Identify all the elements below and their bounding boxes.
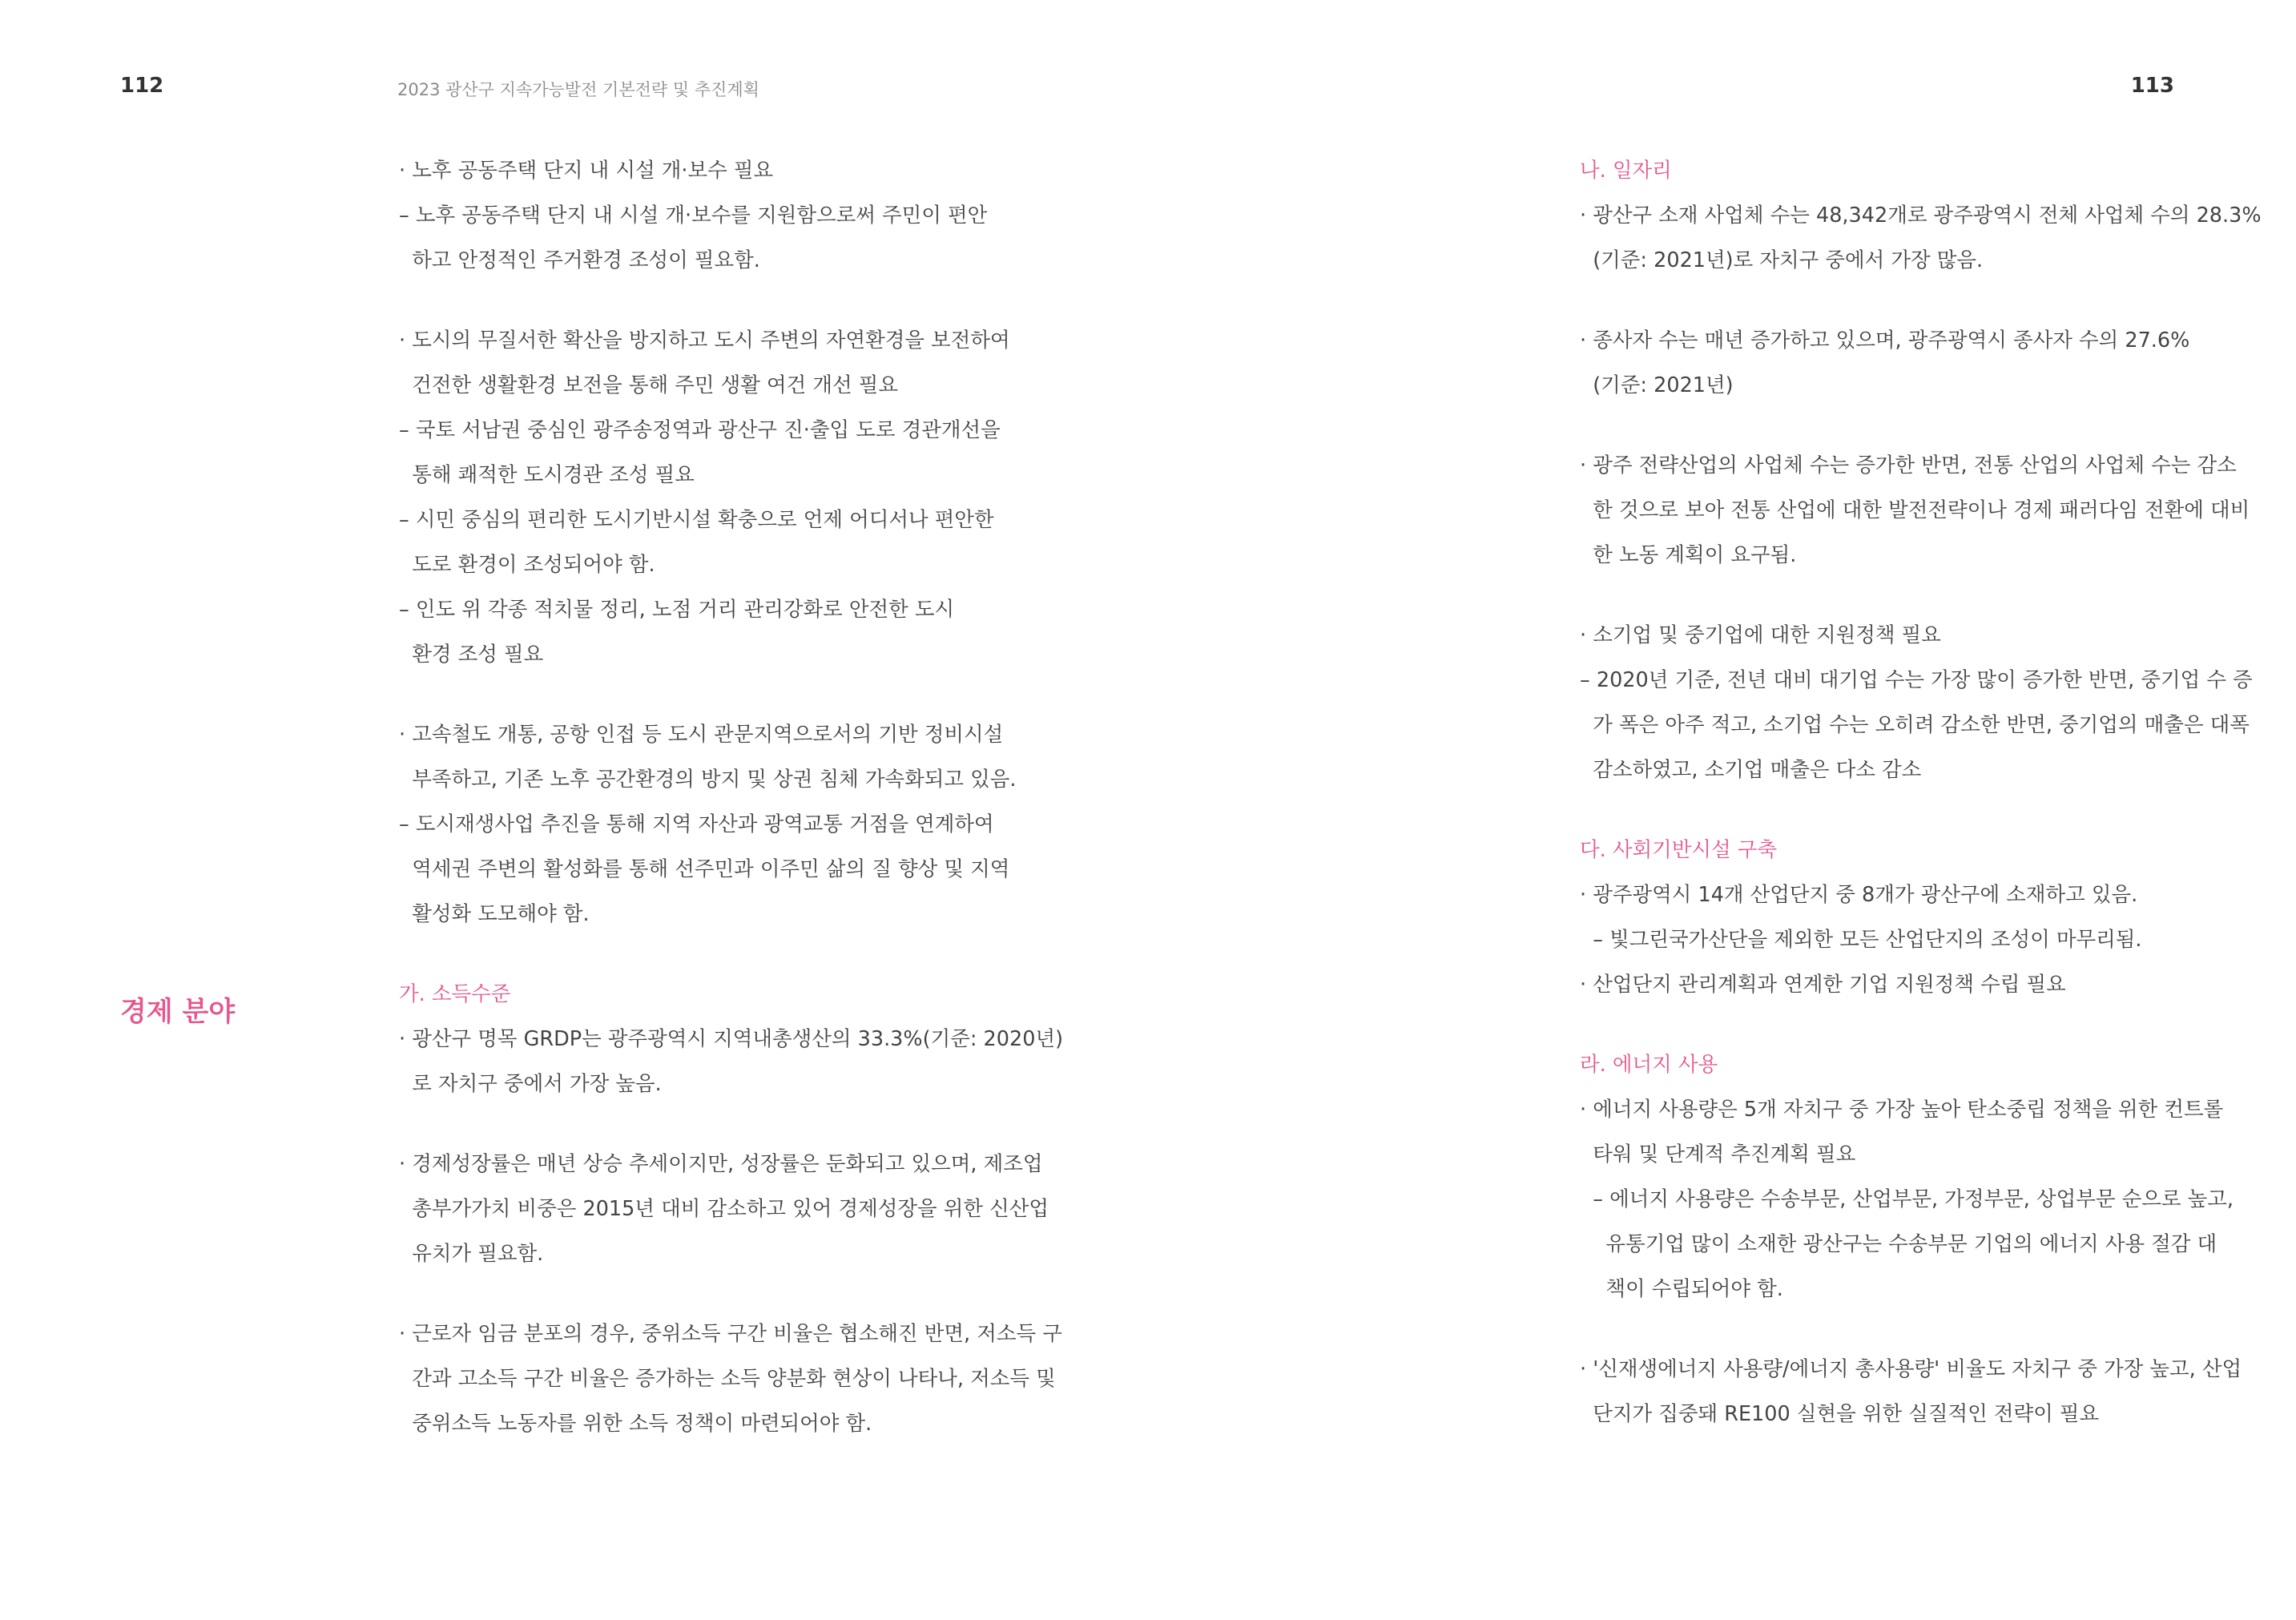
paragraph	[1580, 318, 2205, 408]
paragraph	[1580, 1347, 2242, 1437]
subsection-heading	[1580, 148, 2205, 193]
text-line: 타워 및 단계적 추진계획 필요	[1580, 1142, 1856, 1167]
text-line: – 시민 중심의 편리한 도시기반시설 확충으로 언제 어디서나 편안한	[399, 508, 994, 532]
text-line: 감소하였고, 소기업 매출은 다소 감소	[1580, 758, 1922, 782]
subsection-heading-text: 가. 소득수준	[399, 982, 511, 1006]
block-gap	[1580, 408, 2205, 443]
paragraph	[1580, 872, 2205, 1007]
text-line: 한 것으로 보아 전통 산업에 대한 발전전략이나 경제 패러다임 전환에 대비	[1580, 498, 2250, 522]
text-line: – 도시재생사업 추진을 통해 지역 자산과 광역교통 거점을 연계하여	[399, 812, 994, 836]
text-line: 도로 환경이 조성되어야 함.	[399, 553, 655, 577]
text-line: 하고 안정적인 주거환경 조성이 필요함.	[399, 248, 760, 272]
text-line: 간과 고소득 구간 비율은 증가하는 소득 양분화 현상이 나타나, 저소득 및	[399, 1367, 1056, 1391]
subsection-heading-text: 나. 일자리	[1580, 159, 1672, 183]
text-line: 로 자치구 중에서 가장 높음.	[399, 1072, 662, 1096]
text-line: – 에너지 사용량은 수송부문, 산업부문, 가정부문, 상업부문 순으로 높고,	[1580, 1187, 2234, 1211]
paragraph	[399, 1017, 1064, 1106]
block-gap	[1580, 578, 2205, 613]
text-line: · 광산구 소재 사업체 수는 48,342개로 광주광역시 전체 사업체 수의 28.3%	[1580, 204, 2262, 228]
paragraph	[1580, 193, 2262, 283]
section-label-economy: 경제 분야	[120, 996, 236, 1028]
text-line: · 종사자 수는 매년 증가하고 있으며, 광주광역시 종사자 수의 27.6%	[1580, 328, 2190, 353]
paragraph	[399, 318, 1032, 677]
text-line: · 광주광역시 14개 산업단지 중 8개가 광산구에 소재하고 있음.	[1580, 883, 2138, 907]
text-line: 중위소득 노동자를 위한 소득 정책이 마련되어야 함.	[399, 1412, 872, 1436]
block-gap	[399, 677, 1032, 712]
text-line: 역세권 주변의 활성화를 통해 선주민과 이주민 삶의 질 향상 및 지역	[399, 857, 1010, 881]
text-line: 가 폭은 아주 적고, 소기업 수는 오히려 감소한 반면, 중기업의 매출은 대폭	[1580, 713, 2250, 737]
text-line: – 빛그린국가산단을 제외한 모든 산업단지의 조성이 마무리됨.	[1580, 928, 2142, 952]
text-line: · 광주 전략산업의 사업체 수는 증가한 반면, 전통 산업의 사업체 수는 감소	[1580, 453, 2237, 478]
left-column	[399, 148, 1064, 1446]
paragraph	[1580, 443, 2250, 578]
text-line: (기준: 2021년)로 자치구 중에서 가장 많음.	[1580, 248, 1984, 272]
text-line: · 도시의 무질서한 확산을 방지하고 도시 주변의 자연환경을 보전하여	[399, 328, 1010, 353]
text-line: 통해 쾌적한 도시경관 조성 필요	[399, 463, 695, 487]
text-line: 한 노동 계획이 요구됨.	[1580, 543, 1797, 567]
text-line: 책이 수립되어야 함.	[1580, 1277, 1783, 1301]
paragraph	[1580, 613, 2253, 792]
text-line: · 경제성장률은 매년 상승 추세이지만, 성장률은 둔화되고 있으며, 제조업	[399, 1152, 1043, 1176]
block-gap	[399, 283, 1032, 318]
block-gap	[1580, 792, 2205, 828]
block-gap	[1580, 1312, 2205, 1347]
block-gap	[399, 1106, 1032, 1142]
subsection-heading	[399, 972, 1032, 1017]
text-line: – 인도 위 각종 적치물 정리, 노점 거리 관리강화로 안전한 도시	[399, 598, 955, 622]
paragraph	[1580, 1087, 2234, 1312]
text-line: 단지가 집중돼 RE100 실현을 위한 실질적인 전략이 필요	[1580, 1402, 2100, 1426]
paragraph	[399, 148, 1032, 283]
text-line: · 고속철도 개통, 공항 인접 등 도시 관문지역으로서의 기반 정비시설	[399, 723, 1004, 747]
text-line: – 국토 서남권 중심인 광주송정역과 광산구 진·출입 도로 경관개선을	[399, 418, 1001, 442]
block-gap	[1580, 283, 2205, 318]
text-line: · 소기업 및 중기업에 대한 지원정책 필요	[1580, 623, 1941, 647]
text-line: 환경 조성 필요	[399, 643, 544, 667]
paragraph	[399, 712, 1032, 937]
subsection-heading-text: 라. 에너지 사용	[1580, 1053, 1718, 1077]
text-line: 총부가가치 비중은 2015년 대비 감소하고 있어 경제성장을 위한 신산업	[399, 1197, 1049, 1221]
block-gap	[1580, 1007, 2205, 1042]
text-line: (기준: 2021년)	[1580, 373, 1734, 397]
block-gap	[399, 937, 1032, 972]
text-line: 부족하고, 기존 노후 공간환경의 방지 및 상권 침체 가속화되고 있음.	[399, 768, 1017, 792]
text-line: · 근로자 임금 분포의 경우, 중위소득 구간 비율은 협소해진 반면, 저소득 구	[399, 1322, 1062, 1346]
text-line: 건전한 생활환경 보전을 통해 주민 생활 여건 개선 필요	[399, 373, 898, 397]
text-line: · '신재생에너지 사용량/에너지 총사용량' 비율도 자치구 중 가장 높고, 산업	[1580, 1357, 2242, 1381]
running-title: 2023 광산구 지속가능발전 기본전략 및 추진계획	[397, 80, 759, 99]
subsection-heading	[1580, 1042, 2205, 1087]
right-column	[1580, 148, 2262, 1437]
text-line: · 에너지 사용량은 5개 자치구 중 가장 높아 탄소중립 정책을 위한 컨트롤	[1580, 1098, 2224, 1122]
subsection-heading-text: 다. 사회기반시설 구축	[1580, 838, 1778, 862]
text-line: · 산업단지 관리계획과 연계한 기업 지원정책 수립 필요	[1580, 973, 2066, 997]
paragraph	[399, 1142, 1049, 1276]
text-line: – 노후 공동주택 단지 내 시설 개·보수를 지원함으로써 주민이 편안	[399, 204, 988, 228]
block-gap	[399, 1276, 1032, 1312]
text-line: · 노후 공동주택 단지 내 시설 개·보수 필요	[399, 159, 774, 183]
subsection-heading	[1580, 828, 2205, 872]
text-line: – 2020년 기준, 전년 대비 대기업 수는 가장 많이 증가한 반면, 중기업 수 증	[1580, 668, 2253, 692]
text-line: 유치가 필요함.	[399, 1242, 544, 1266]
text-line: 활성화 도모해야 함.	[399, 902, 590, 926]
text-line: · 광산구 명목 GRDP는 광주광역시 지역내총생산의 33.3%(기준: 2020년)	[399, 1027, 1064, 1051]
left-page-number: 112	[120, 74, 164, 98]
paragraph	[399, 1312, 1062, 1446]
text-line: 유통기업 많이 소재한 광산구는 수송부문 기업의 에너지 사용 절감 대	[1580, 1232, 2217, 1256]
right-page-number: 113	[2130, 74, 2174, 98]
